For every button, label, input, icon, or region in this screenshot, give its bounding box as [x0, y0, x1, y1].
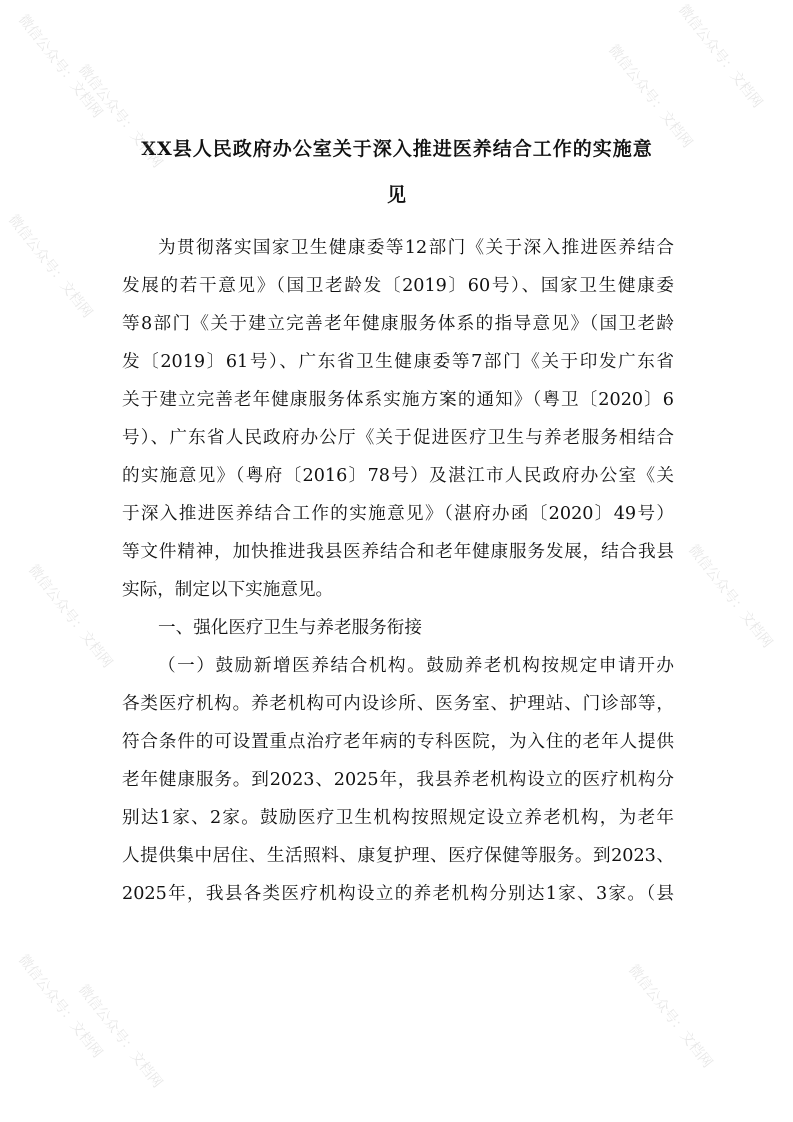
watermark-text: 微信公众号：文档网: [5, 211, 96, 321]
document-title-line-1: XX县人民政府办公室关于深入推进医养结合工作的实施意: [141, 138, 653, 160]
body-line: 人提供集中居住、生活照料、康复护理、医疗保健等服务。到2023、: [122, 846, 674, 866]
body-line: 2025年，我县各类医疗机构设立的养老机构分别达1家、3家。（县: [122, 884, 674, 904]
body-line: 等文件精神，加快推进我县医养结合和老年健康服务发展，结合我县: [122, 542, 674, 562]
body-line: 等8部门《关于建立完善老年健康服务体系的指导意见》（国卫老龄: [122, 314, 674, 334]
section-heading: 一、强化医疗卫生与养老服务衔接: [158, 618, 422, 638]
watermark-text: 微信公众号：文档网: [675, 1, 766, 111]
body-line: 于深入推进医养结合工作的实施意见》（湛府办函〔2020〕49号）: [122, 504, 674, 524]
body-line: 符合条件的可设置重点治疗老年病的专科医院，为入住的老年人提供: [122, 732, 674, 752]
watermark-text: 微信公众号：文档网: [15, 951, 106, 1061]
body-line: 别达1家、2家。鼓励医疗卫生机构按照规定设立养老机构，为老年: [122, 808, 674, 828]
body-line: 发〔2019〕61号）、广东省卫生健康委等7部门《关于印发广东省: [122, 352, 674, 372]
body-line: 实际，制定以下实施意见。: [122, 580, 334, 600]
body-line: 为贯彻落实国家卫生健康委等12部门《关于深入推进医养结合: [158, 238, 674, 258]
watermark-text: 微信公众号：文档网: [25, 561, 116, 671]
watermark-text: 微信公众号：文档网: [75, 61, 166, 171]
document-title-line-2: 见: [386, 184, 407, 206]
body-line: （一）鼓励新增医养结合机构。鼓励养老机构按规定申请开办: [158, 656, 674, 676]
body-line: 关于建立完善老年健康服务体系实施方案的通知》（粤卫〔2020〕6: [122, 390, 674, 410]
watermark-text: 微信公众号：文档网: [605, 41, 696, 151]
watermark-text: 微信公众号：文档网: [625, 961, 716, 1071]
watermark-text: 微信公众号：文档网: [75, 981, 166, 1091]
body-line: 发展的若干意见》（国卫老龄发〔2019〕60号）、国家卫生健康委: [122, 276, 674, 296]
body-line: 各类医疗机构。养老机构可内设诊所、医务室、护理站、门诊部等，: [122, 694, 674, 714]
body-line: 的实施意见》（粤府〔2016〕78号）及湛江市人民政府办公室《关: [122, 466, 674, 486]
body-line: 号）、广东省人民政府办公厅《关于促进医疗卫生与养老服务相结合: [122, 428, 674, 448]
watermark-text: 微信公众号：文档网: [685, 541, 776, 651]
body-line: 老年健康服务。到2023、2025年，我县养老机构设立的医疗机构分: [122, 770, 674, 790]
watermark-text: 微信公众号：文档网: [15, 11, 106, 121]
